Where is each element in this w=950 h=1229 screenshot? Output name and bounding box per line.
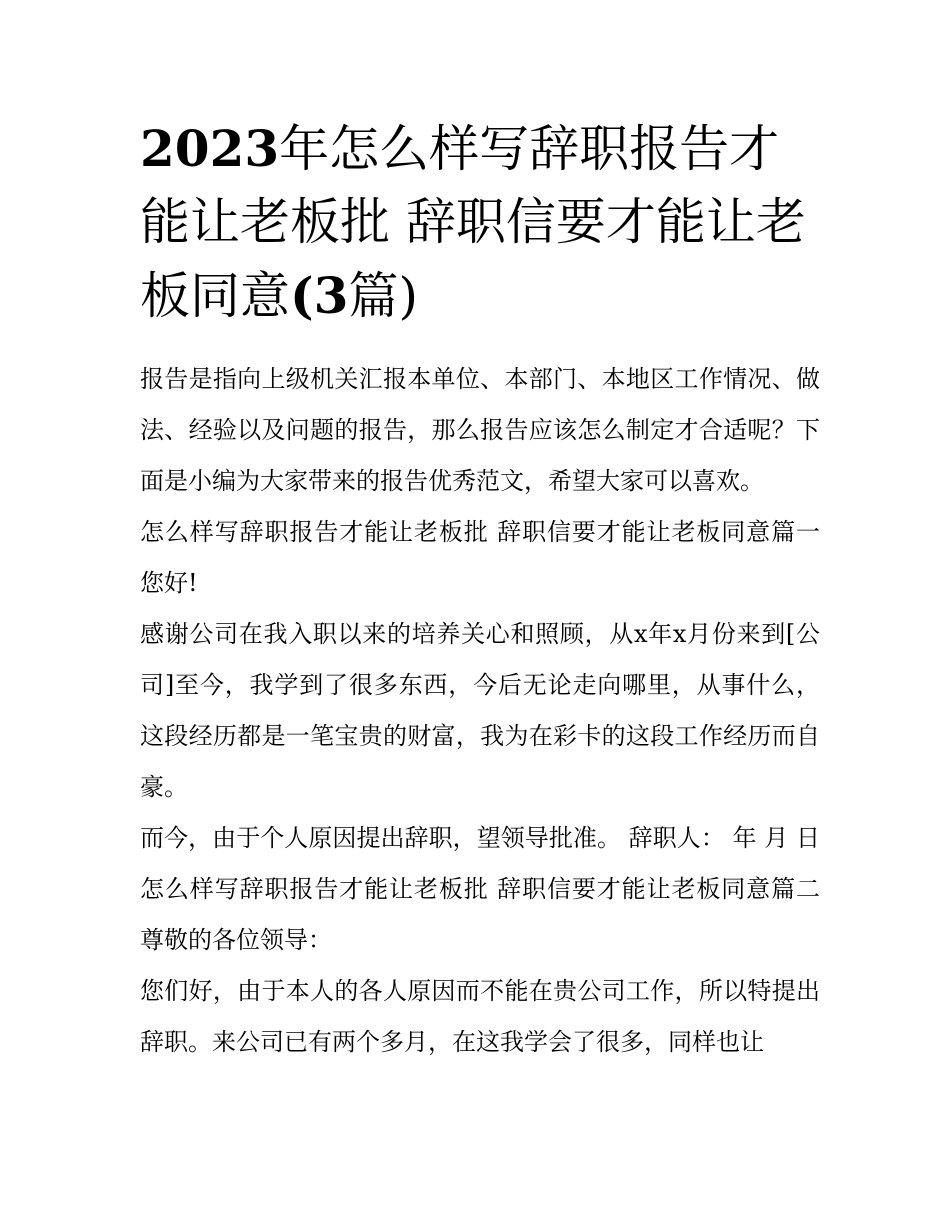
intro-paragraph: 报告是指向上级机关汇报本单位、本部门、本地区工作情况、做法、经验以及问题的报告，那么报告应该怎么制定才合适呢？下面是小编为大家带来的报告优秀范文，希望大家可以喜欢。 <box>140 365 820 495</box>
title-end: 篇) <box>348 267 418 325</box>
title-count: (3 <box>290 266 349 325</box>
body-paragraph: 感谢公司在我入职以来的培养关心和照顾，从x年x月份来到[公司]至今，我学到了很多东西，今后无论走向哪里，从事什么，这段经历都是一笔宝贵的财富，我为在彩卡的这段工作经历而自豪。 <box>140 620 820 801</box>
title-text: 年怎么样写辞职报告才能让老板批 辞职信要才能让老板同意 <box>140 120 806 325</box>
document-title <box>140 112 820 333</box>
section-one-heading: 怎么样写辞职报告才能让老板批 辞职信要才能让老板同意篇一 您好! <box>140 518 820 597</box>
document-body <box>140 354 820 1068</box>
body-paragraph: 而今，由于个人原因提出辞职，望领导批准。 辞职人： 年 月 日 怎么样写辞职报告才能让老板批 辞职信要才能让老板同意篇二 尊敬的各位领导： <box>140 824 820 954</box>
title-year: 2023 <box>140 119 280 178</box>
body-paragraph: 您们好，由于本人的各人原因而不能在贵公司工作，所以特提出辞职。来公司已有两个多月，在这我学会了很多，同样也让 <box>140 977 820 1056</box>
